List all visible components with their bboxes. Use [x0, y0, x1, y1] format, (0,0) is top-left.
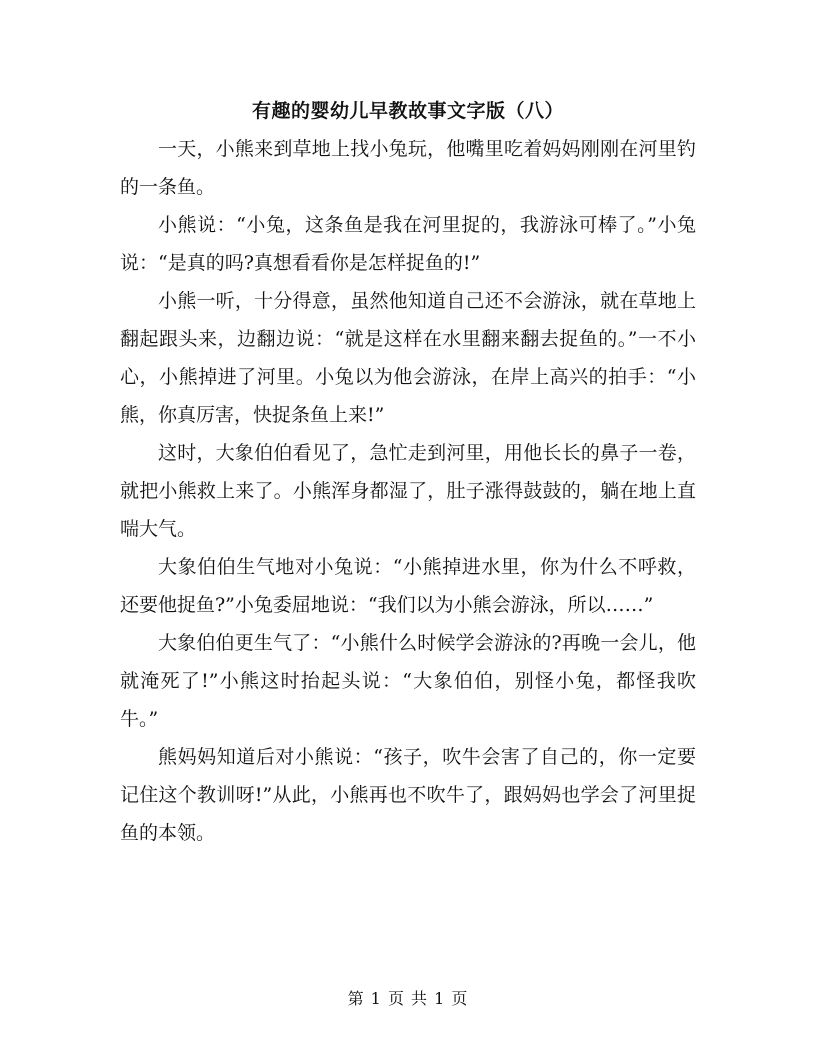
paragraph: 这时，大象伯伯看见了，急忙走到河里，用他长长的鼻子一卷，就把小熊救上来了。小熊浑身都湿了，肚子涨得鼓鼓的，躺在地上直喘大气。 — [120, 442, 696, 540]
paragraph: 大象伯伯更生气了：“小熊什么时候学会游泳的?再晚一会儿，他就淹死了!”小熊这时抬起头说：“大象伯伯，别怪小兔，都怪我吹牛。” — [120, 632, 696, 730]
document-body — [120, 130, 696, 852]
document-title: 有趣的婴幼儿早教故事文字版（八） — [251, 100, 564, 122]
paragraph: 大象伯伯生气地对小兔说：“小熊掉进水里，你为什么不呼救，还要他捉鱼?”小兔委屈地说：“我们以为小熊会游泳，所以……” — [120, 556, 696, 616]
paragraph: 小熊说：“小兔，这条鱼是我在河里捉的，我游泳可棒了。”小兔说：“是真的吗?真想看看你是怎样捉鱼的!” — [120, 214, 696, 274]
paragraph: 熊妈妈知道后对小熊说：“孩子，吹牛会害了自己的，你一定要记住这个教训呀!”从此，小熊再也不吹牛了，跟妈妈也学会了河里捉鱼的本领。 — [120, 746, 696, 844]
paragraph: 一天，小熊来到草地上找小兔玩，他嘴里吃着妈妈刚刚在河里钓的一条鱼。 — [120, 138, 696, 198]
paragraph: 小熊一听，十分得意，虽然他知道自己还不会游泳，就在草地上翻起跟头来，边翻边说：“就是这样在水里翻来翻去捉鱼的。”一不小心，小熊掉进了河里。小兔以为他会游泳，在岸上高兴的拍手：“小熊，你真厉害，快捉条鱼上来!” — [120, 290, 696, 426]
page-footer: 第 1 页 共 1 页 — [347, 989, 469, 1008]
